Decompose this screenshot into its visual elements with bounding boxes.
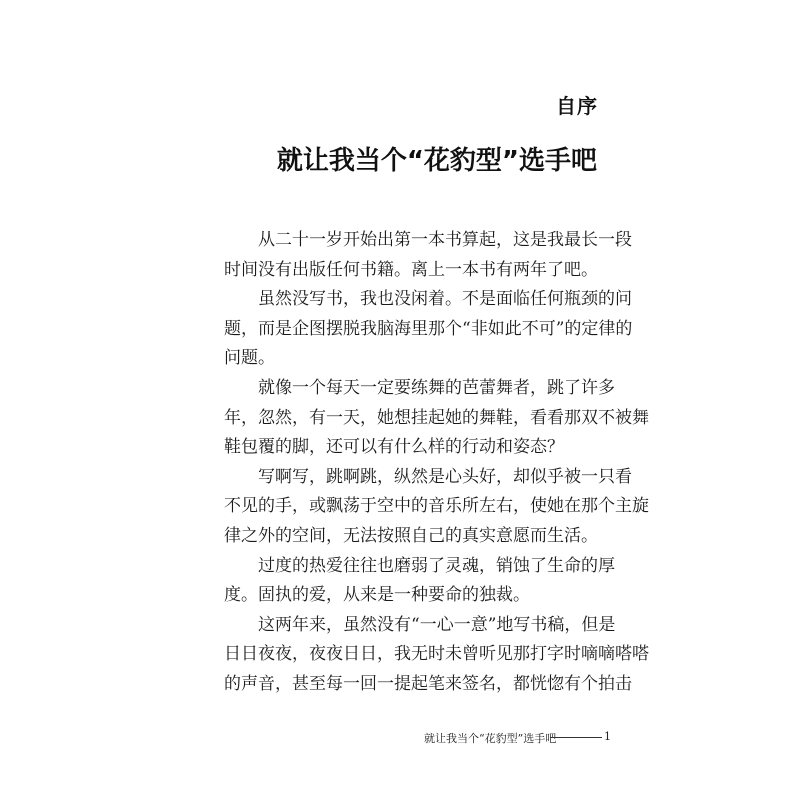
text-line: 问题。 — [224, 348, 275, 369]
body-text — [224, 226, 649, 700]
footer-rule — [550, 737, 602, 738]
text-line: 从二十一岁开始出第一本书算起，这是我最长一段 — [258, 230, 632, 250]
paragraph-6 — [224, 611, 649, 700]
text-line: 度。固执的爱，从来是一种要命的独裁。 — [224, 585, 530, 606]
paragraph-1 — [224, 226, 632, 285]
running-title: 就让我当个“花豹型”选手吧 — [424, 732, 557, 745]
paragraph-2 — [224, 285, 633, 374]
paragraph-4 — [224, 463, 649, 552]
text-line: 不见的手，或飘荡于空中的音乐所左右，使她在那个主旋 — [224, 496, 649, 517]
text-line: 时间没有出版任何书籍。离上一本书有两年了吧。 — [224, 259, 598, 280]
text-line: 写啊写，跳啊跳，纵然是心头好，却似乎被一只看 — [258, 466, 632, 487]
text-line: 过度的热爱往往也磨弱了灵魂，销蚀了生命的厚 — [258, 555, 615, 576]
paragraph-5 — [224, 552, 615, 611]
text-line: 日日夜夜，夜夜日日，我无时未曾听见那打字时嘀嘀嗒嗒 — [224, 644, 649, 665]
paragraph-3 — [224, 374, 649, 463]
text-line: 这两年来，虽然没有“一心一意”地写书稿，但是 — [258, 614, 616, 635]
text-line: 年，忽然，有一天，她想挂起她的舞鞋，看看那双不被舞 — [224, 407, 649, 428]
text-line: 律之外的空间，无法按照自己的真实意愿而生活。 — [224, 525, 598, 546]
section-label: 自序 — [556, 94, 598, 118]
page-number: 1 — [604, 730, 611, 743]
text-line: 虽然没写书，我也没闲着。不是面临任何瓶颈的问 — [258, 289, 632, 310]
text-line: 就像一个每天一定要练舞的芭蕾舞者，跳了许多 — [258, 377, 615, 398]
page-footer — [424, 730, 610, 750]
chapter-title: 就让我当个“花豹型”选手吧 — [276, 146, 597, 176]
text-line: 鞋包覆的脚，还可以有什么样的行动和姿态？ — [224, 437, 564, 458]
text-line: 的声音，甚至每一回一提起笔来签名，都恍惚有个拍击 — [224, 673, 632, 694]
text-line: 题，而是企图摆脱我脑海里那个“非如此不可”的定律的 — [224, 318, 633, 339]
